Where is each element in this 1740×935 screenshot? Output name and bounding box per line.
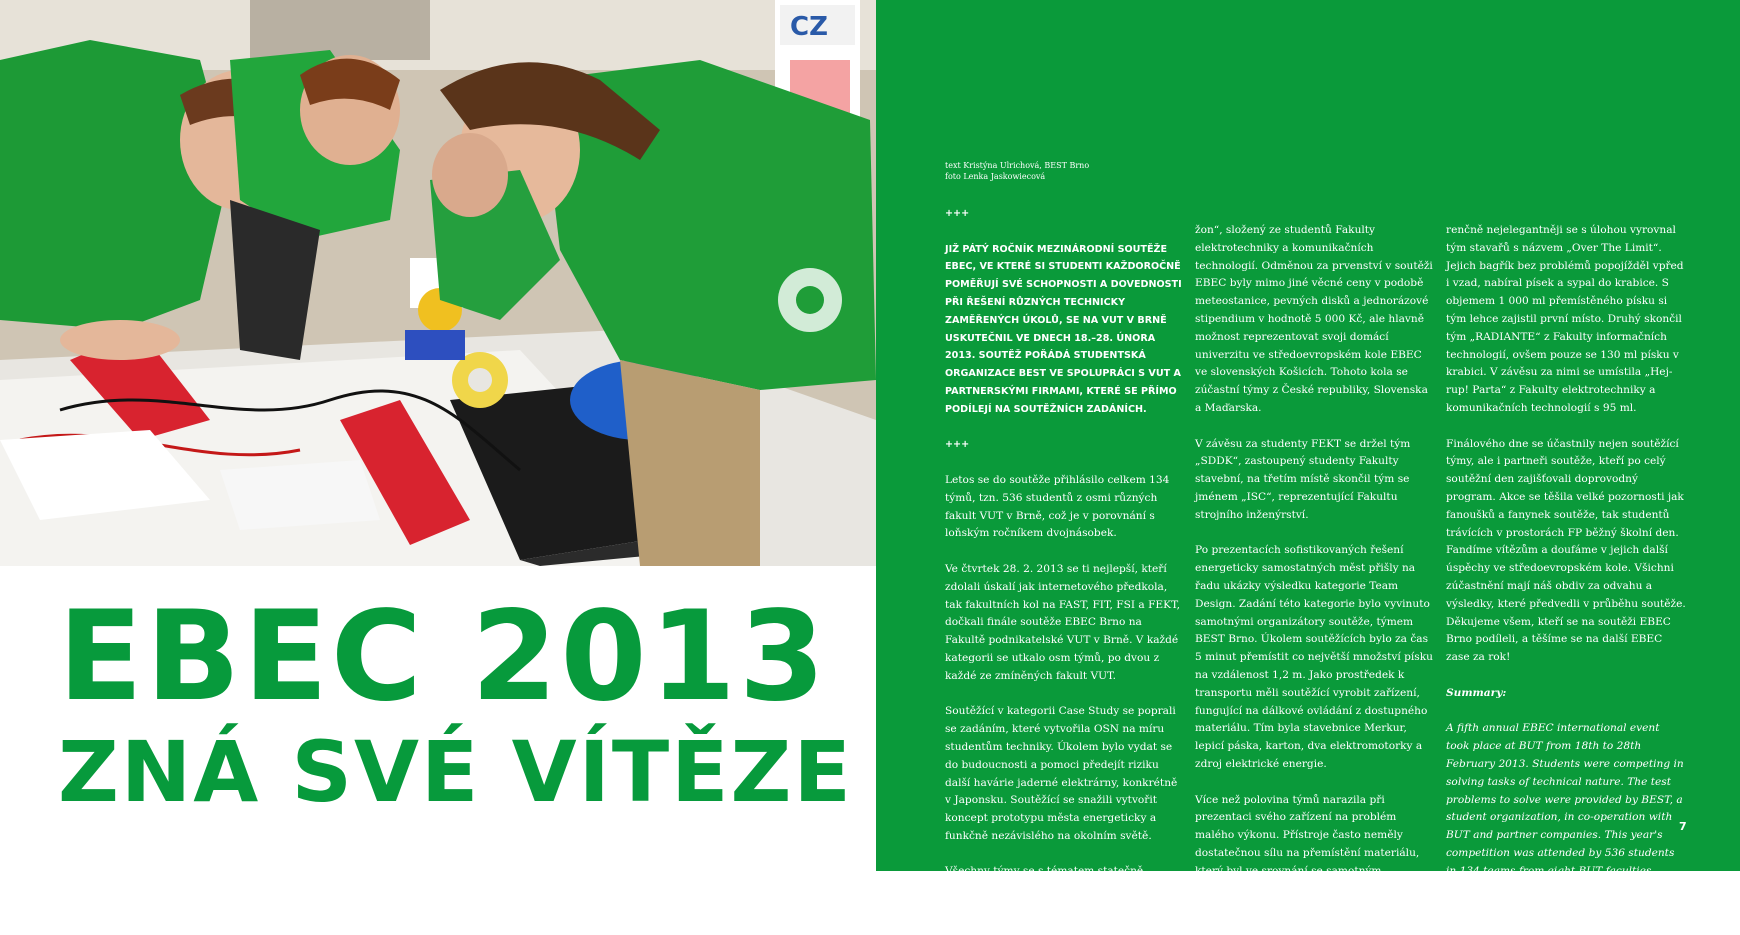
summary-title: Summary: [1446, 686, 1507, 699]
credits [945, 160, 1089, 182]
paragraph: Více než polovina týmů narazila při prezentaci svého zařízení na problém malého výkonu. Přístroje často neměly dostatečnou sílu na přemístění materiálu, který byl ve srovnání se samotným zařízením příliš těžký. Bezkonku- [1195, 793, 1420, 895]
left-page [0, 0, 876, 871]
headline-line-1: EBEC 2013 [58, 585, 829, 729]
booth-sign-text: CZ [790, 12, 828, 42]
article-lead: JIŽ PÁTÝ ROČNÍK MEZINÁRODNÍ SOUTĚŽE EBEC, VE KTERÉ SI STUDENTI KAŽDOROČNĚ POMĚŘUJÍ SVÉ SCHOPNOSTI A DOVEDNOSTI PŘI ŘEŠENÍ RŮZNÝCH TECHNICKY ZAMĚŘENÝCH ÚKOLŮ, SE NA VUT V BRNĚ USKUTEČNIL VE DNECH 18.–28. ÚNORA 2013. SOUTĚŽ POŘÁDÁ STUDENTSKÁ ORGANIZACE BEST VE SPOLUPRÁCI S VUT A PARTNERSKÝMI FIRMAMI, KTERÉ SE PŘÍMO PODÍLEJÍ NA SOUTĚŽNÍCH ZADÁNÍCH. [945, 243, 1182, 415]
paragraph: žon“, složený ze studentů Fakulty elektrotechniky a komunikačních technologií. Odměnou za prvenství v soutěži EBEC byly mimo jiné věcné ceny v podobě meteostanice, pevných disků a jednorázové stipendium v hodnotě 5 000 Kč, ale hlavně možnost reprezentovat svoji domácí univerzitu ve středoevropském kole EBEC ve slovenských Košicích. Tohoto kola se zúčastní týmy z České republiky, Slovenska a Maďarska. [1195, 224, 1433, 414]
paragraph: renčně nejelegantněji se s úlohou vyrovnal tým stavařů s názvem „Over The Limit“. Jejich bagřík bez problémů popojížděl vpřed i vzad, nabíral písek a sypal do krabice. S objemem 1 000 ml přemístěného písku si tým lehce zajistil první místo. Druhý skončil tým „RADIANTE“ z Fakulty informačních technologií, ovšem pouze se 130 ml písku v krabici. V závěsu za nimi se umístila „Hej-rup! Parta“ z Fakulty elektrotechniky a komunikačních technologií s 95 ml. [1446, 224, 1684, 414]
headline [58, 585, 868, 822]
article-photo [0, 0, 876, 566]
lead-marker-top: +++ [945, 208, 970, 219]
paragraph: Letos se do soutěže přihlásilo celkem 134 týmů, tzn. 536 studentů z osmi různých fakult VUT v Brně, což je v porovnání s loňským ročníkem dvojnásobek. [945, 473, 1170, 540]
article-column-1 [945, 205, 1185, 935]
article-column-2 [1195, 222, 1435, 916]
students-photo-illustration [0, 0, 876, 566]
paragraph: Finálového dne se účastnily nejen soutěžící týmy, ale i partneři soutěže, kteří po celý soutěžní den zajišťovali doprovodný program. Akce se těšila velké pozornosti jak fanoušků a fanynek soutěže, tak studentů trávících v prostorách FP běžný školní den. Fandíme vítězům a doufáme v jejich další úspěchy ve středoevropském kole. Všichni zúčastnění mají náš obdiv za odvahu a výsledky, které předvedli v průběhu soutěže. Děkujeme všem, kteří se na soutěži EBEC Brno podíleli, a těšíme se na další EBEC zase za rok! [1446, 437, 1686, 664]
paragraph: Ve čtvrtek 28. 2. 2013 se ti nejlepší, kteří zdolali úskalí jak internetového předkola, tak fakultních kol na FAST, FIT, FSI a FEKT, dočkali finále soutěže EBEC Brno na Fakultě podnikatelské VUT v Brně. V každé kategorii se utkalo osm týmů, po dvou z každé ze zmíněných fakult VUT. [945, 562, 1180, 682]
paragraph: Soutěžící v kategorii Case Study se poprali se zadáním, které vytvořila OSN na míru studentům techniky. Úkolem bylo vydat se do budoucnosti a pomoci předejít riziku další havárie jaderné elektrárny, konkrétně v Japonsku. Soutěžící se snažili vytvořit koncept prototypu města energeticky a funkčně nezávislého na okolním světě. [945, 705, 1178, 842]
page-number: 7 [1679, 820, 1687, 833]
article-column-3 [1446, 222, 1686, 916]
headline-line-2: ZNÁ SVÉ VÍTĚZE [58, 723, 853, 821]
credit-text-author: text Kristýna Ulrichová, BEST Brno [945, 161, 1090, 170]
credit-photo-author: foto Lenka Jaskowiecová [945, 172, 1046, 181]
paragraph: Všechny týmy se s tématem statečně vyrovnaly. Nejlepší ohlas poroty si získal tým „Džon Demi- [945, 865, 1163, 914]
paragraph: V závěsu za studenty FEKT se držel tým „SDDK“, zastoupený studenty Fakulty stavební, na třetím místě skončil tým se jménem „ISC“, reprezentující Fakultu strojního inženýrství. [1195, 437, 1411, 521]
right-page [876, 0, 1740, 914]
summary-text: A fifth annual EBEC international event took place at BUT from 18th to 28th February 2013. Students were competing in solving tasks of technical nature. The test problems to solve were provided by BEST, a student organization, in co-operation with BUT and partner companies. This year's competition was attended by 536 students in 134 teams from eight BUT faculties, which is twice as many as last year. [1446, 722, 1684, 895]
paragraph: Po prezentacích sofistikovaných řešení energeticky samostatných měst přišly na řadu ukázky výsledku kategorie Team Design. Zadání této kategorie bylo vyvinuto samotnými organizátory soutěže, týmem BEST Brno. Úkolem soutěžících bylo za čas 5 minut přemístit co největší množství písku na vzdálenost 1,2 m. Jako prostředek k transportu měli soutěžící vyrobit zařízení, fungující na dálkové ovládání z dostupného materiálu. Tím byla stavebnice Merkur, lepicí páska, karton, dva elektromotorky a zdroj elektrické energie. [1195, 544, 1433, 770]
lead-marker-bottom: +++ [945, 439, 970, 451]
